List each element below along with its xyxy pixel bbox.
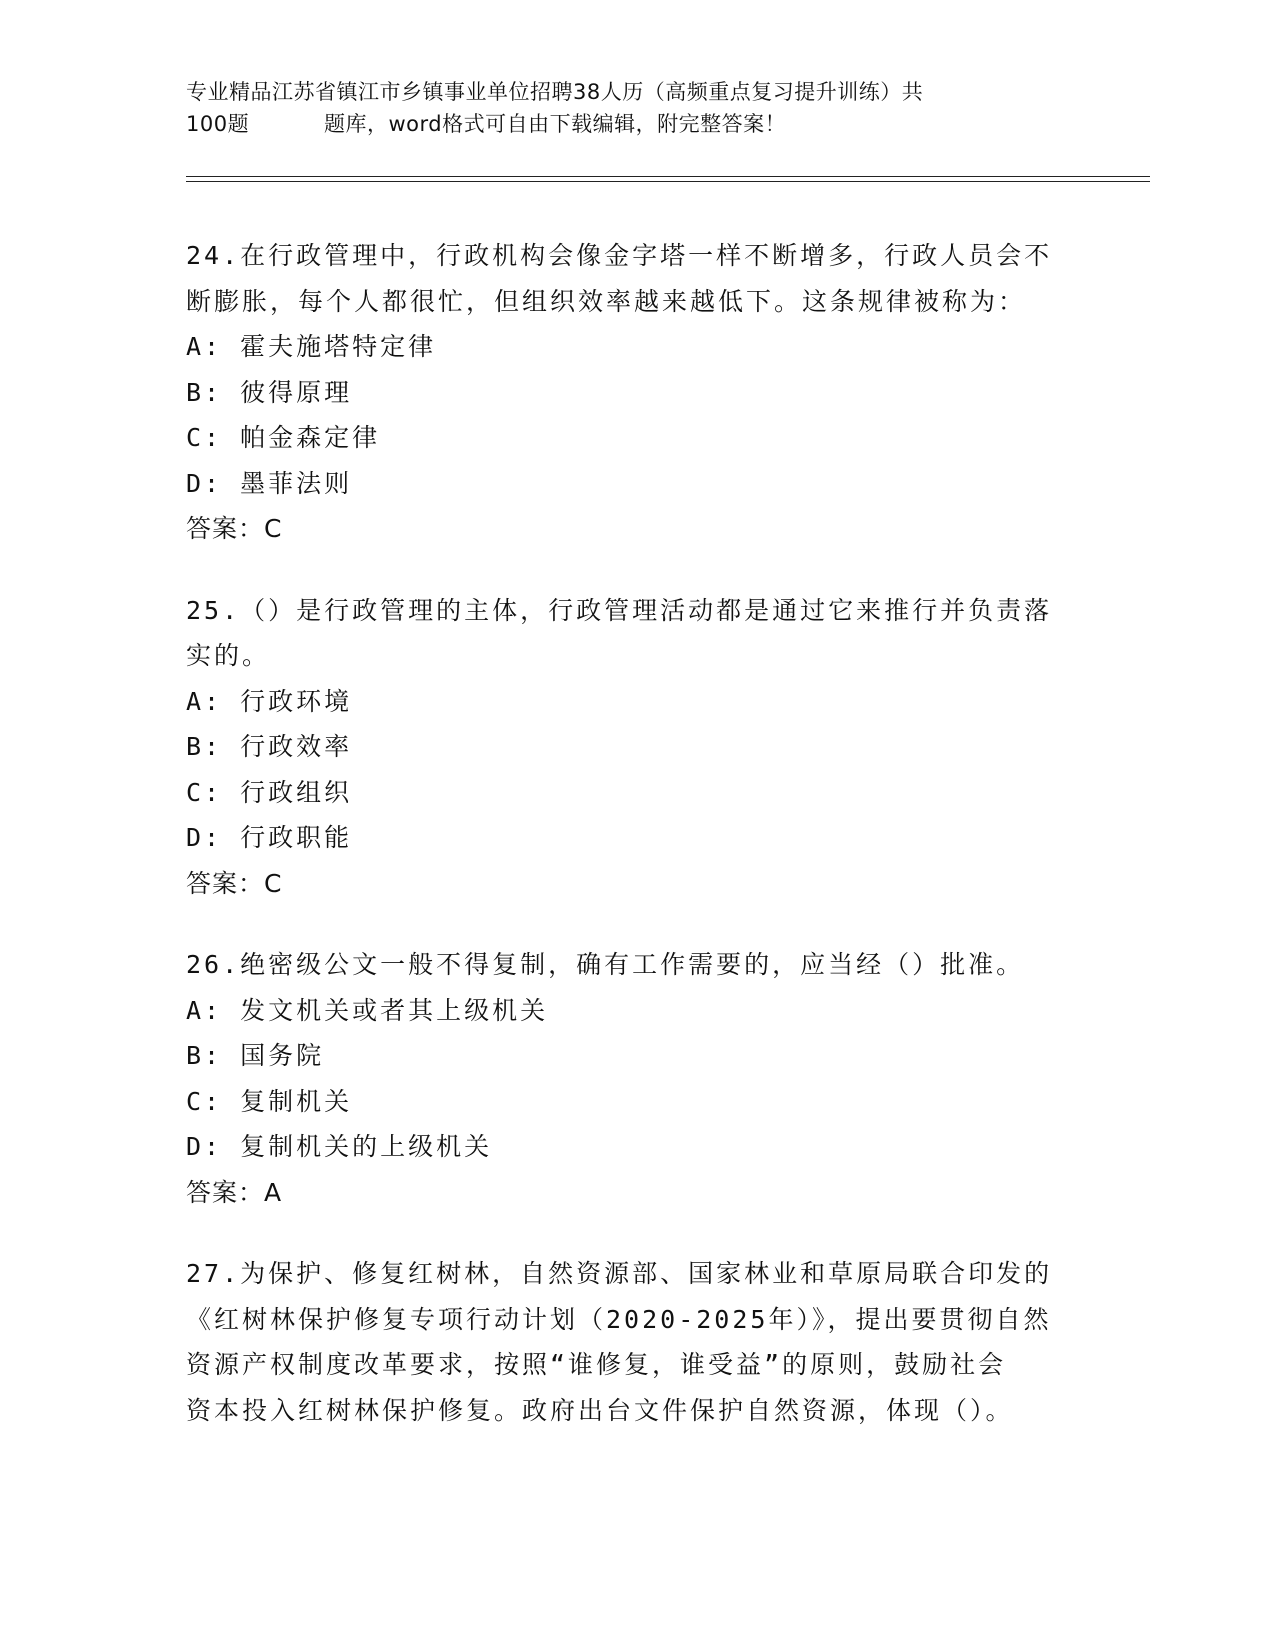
answer: 答案：A <box>186 1177 283 1207</box>
option-a: A: 霍夫施塔特定律 <box>186 332 437 361</box>
question-text: 《红树林保护修复专项行动计划（2020-2025年）》，提出要贯彻自然 <box>186 1304 1052 1334</box>
option-c: C: 行政组织 <box>186 777 353 807</box>
option-d: D: 复制机关的上级机关 <box>186 1132 493 1161</box>
question-list <box>186 233 1086 1469</box>
question-text: 24.在行政管理中，行政机构会像金字塔一样不断增多，行政人员会不 <box>186 241 1053 270</box>
question-27 <box>186 1251 1086 1433</box>
question-text: 实的。 <box>186 641 271 670</box>
header-divider-bottom <box>186 181 1150 182</box>
question-text: 资本投入红树林保护修复。政府出台文件保护自然资源，体现（）。 <box>186 1395 1014 1425</box>
header-line-2 <box>186 108 1086 140</box>
answer: 答案：C <box>186 868 283 898</box>
option-c: C: 复制机关 <box>186 1086 353 1116</box>
document-header <box>186 76 1086 140</box>
question-25 <box>186 588 1086 907</box>
option-d: D: 行政职能 <box>186 823 353 852</box>
answer: 答案：C <box>186 514 283 543</box>
header-divider-top <box>186 176 1150 177</box>
header-question-count: 100题 <box>186 112 250 136</box>
option-c: C: 帕金森定律 <box>186 423 381 452</box>
option-a: A: 行政环境 <box>186 686 353 716</box>
header-line-2-rest: 题库，word格式可自由下载编辑，附完整答案！ <box>324 112 787 136</box>
question-text: 26.绝密级公文一般不得复制，确有工作需要的，应当经（）批准。 <box>186 950 1025 979</box>
option-b: B: 行政效率 <box>186 732 353 761</box>
question-26 <box>186 942 1086 1215</box>
header-line-1: 专业精品江苏省镇江市乡镇事业单位招聘38人历（高频重点复习提升训练）共 <box>186 80 924 104</box>
option-a: A: 发文机关或者其上级机关 <box>186 995 549 1025</box>
option-d: D: 墨菲法则 <box>186 468 353 498</box>
question-text: 27.为保护、修复红树林，自然资源部、国家林业和草原局联合印发的 <box>186 1259 1053 1288</box>
option-b: B: 彼得原理 <box>186 377 353 407</box>
question-text: 25.（）是行政管理的主体，行政管理活动都是通过它来推行并负责落 <box>186 595 1053 625</box>
question-24 <box>186 233 1086 552</box>
option-b: B: 国务院 <box>186 1041 325 1070</box>
question-text: 资源产权制度改革要求，按照“谁修复，谁受益”的原则，鼓励社会 <box>186 1350 1007 1379</box>
question-text: 断膨胀，每个人都很忙，但组织效率越来越低下。这条规律被称为： <box>186 286 1027 316</box>
